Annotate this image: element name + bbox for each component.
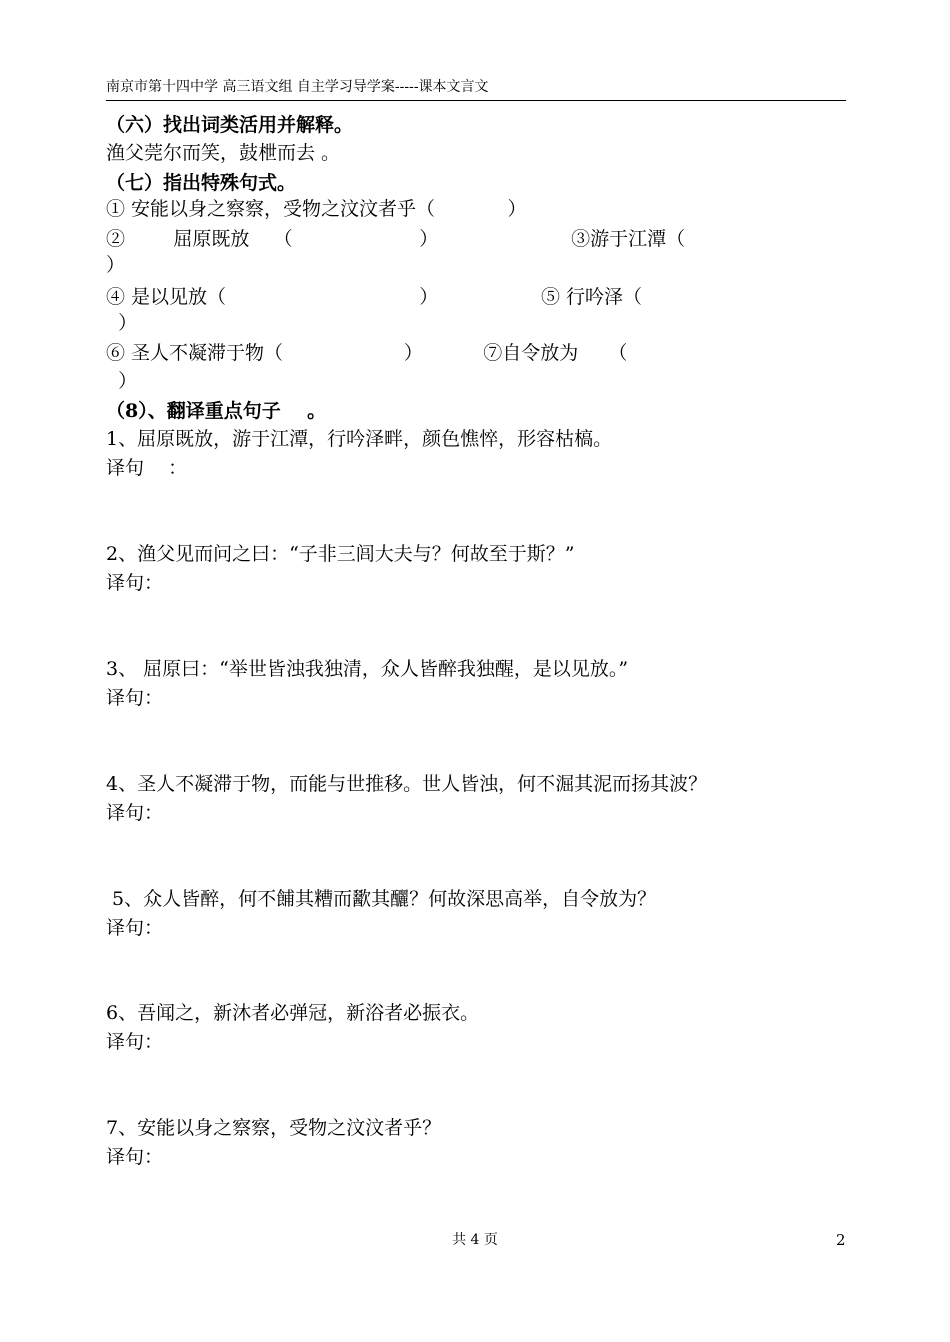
page-header: 南京市第十四中学 高三语文组 自主学习导学案-----课本文言文: [106, 76, 846, 101]
section-seven-line-4: ④ 是以见放（ ） ⑤ 行吟泽（: [106, 286, 643, 308]
section-seven-line-2: ② 屈原既放 （ ） ③游于江潭（: [106, 228, 686, 250]
translation-label-5: 译句：: [106, 917, 164, 939]
footer-total-pages: 共 4 页: [452, 1232, 498, 1248]
translation-sentence-5: 5、众人皆醉，何不餔其糟而歠其釃？何故深思高举，自令放为？: [106, 888, 657, 910]
footer-page-number: 2: [836, 1231, 846, 1249]
translation-sentence-1: 1、屈原既放，游于江潭，行吟泽畔，颜色憔悴，形容枯槁。: [106, 428, 613, 450]
translation-label-4: 译句：: [106, 802, 164, 824]
section-six-line: 渔父莞尔而笑，鼓枻而去 。: [106, 142, 341, 164]
translation-sentence-6: 6、吾闻之，新沐者必弹冠，新浴者必振衣。: [106, 1002, 480, 1024]
section-seven-line-5: ）: [106, 312, 138, 334]
section-six-title: （六）找出词类活用并解释。: [106, 114, 354, 136]
section-seven-title: （七）指出特殊句式。: [106, 172, 297, 194]
translation-label-1: 译句 ：: [106, 457, 188, 479]
translation-sentence-7: 7、安能以身之察察，受物之汶汶者乎？: [106, 1117, 442, 1139]
translation-label-3: 译句：: [106, 687, 164, 709]
translation-sentence-2: 2、渔父见而问之曰：“子非三闾大夫与？何故至于斯？”: [106, 543, 575, 565]
translation-label-6: 译句：: [106, 1031, 164, 1053]
section-seven-line-7: ）: [106, 370, 138, 392]
translation-sentence-4: 4、圣人不凝滞于物，而能与世推移。世人皆浊，何不淈其泥而扬其波？: [106, 773, 708, 795]
section-seven-line-3: ）: [106, 254, 126, 276]
translation-label-2: 译句：: [106, 572, 164, 594]
section-eight-title: （8）、翻译重点句子 。: [106, 400, 327, 422]
section-seven-line-6: ⑥ 圣人不凝滞于物（ ） ⑦自令放为 （: [106, 342, 628, 364]
section-seven-line-1: ① 安能以身之察察，受物之汶汶者乎（ ）: [106, 198, 527, 220]
translation-label-7: 译句：: [106, 1146, 164, 1168]
translation-sentence-3: 3、 屈原曰：“举世皆浊我独清，众人皆醉我独醒，是以见放。”: [106, 658, 629, 680]
